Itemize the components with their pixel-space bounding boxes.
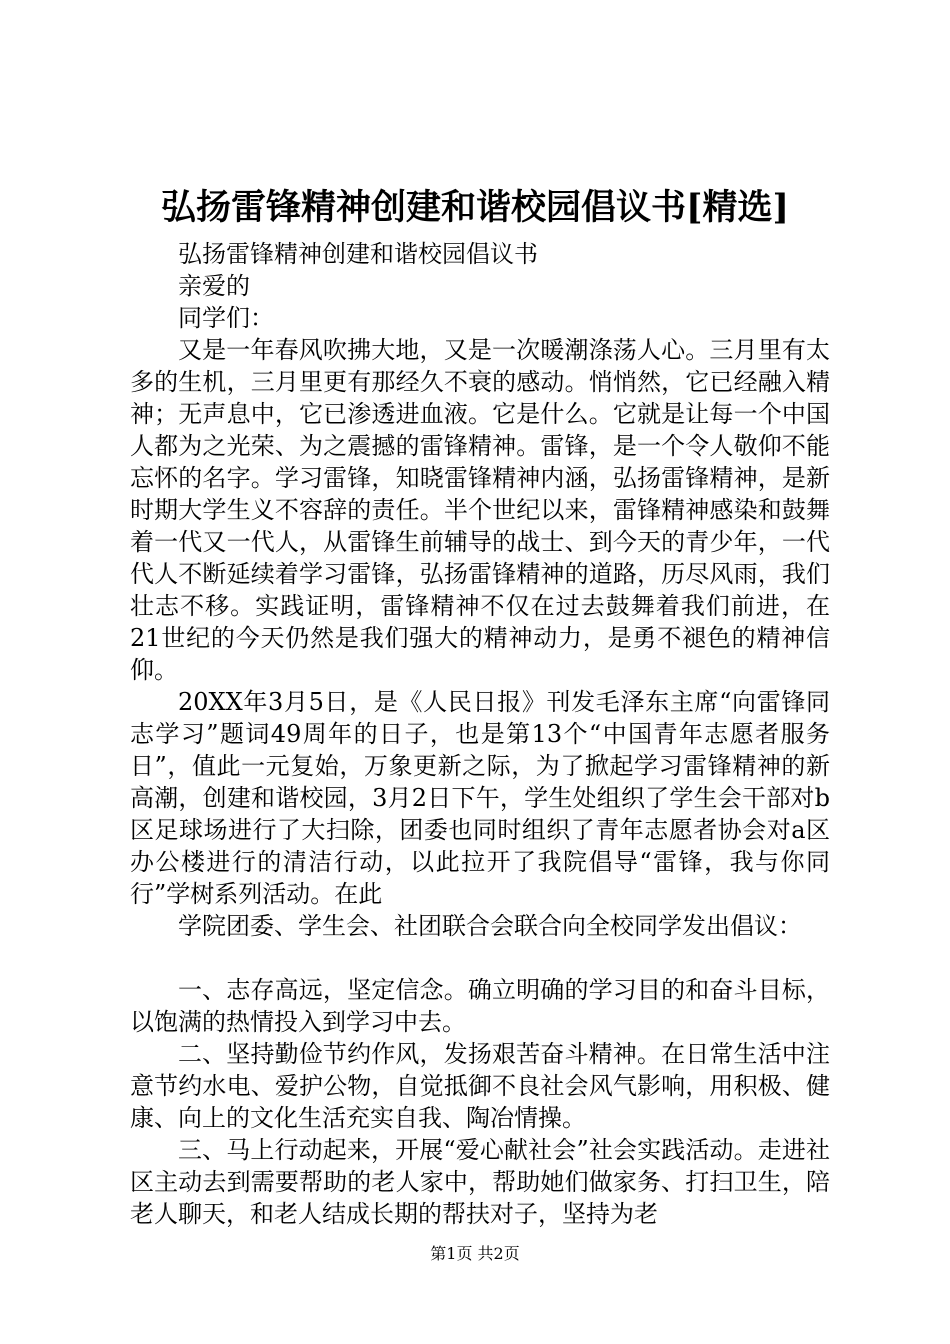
proposal-item: 二、坚持勤俭节约作风，发扬艰苦奋斗精神。在日常生活中注意节约水电、爱护公物，自觉抵御不良社会风气影响，用积极、健康、向上的文化生活充实自我、陶冶情操。 (130, 1040, 830, 1132)
page-number: 第1页 共2页 (430, 1244, 520, 1263)
salutation-line-2: 同学们： (178, 304, 274, 332)
proposal-item: 一、志存高远，坚定信念。确立明确的学习目的和奋斗目标，以饱满的热情投入到学习中去。 (130, 976, 830, 1036)
blank-line (130, 942, 830, 974)
salutation-line-1: 亲爱的 (178, 272, 250, 300)
proposal-item: 三、马上行动起来，开展“爱心献社会”社会实践活动。走进社区主动去到需要帮助的老人家中，帮助她们做家务、打扫卫生，陪老人聊天，和老人结成长期的帮扶对子，坚持为老 (130, 1136, 830, 1228)
body-paragraph: 又是一年春风吹拂大地，又是一次暖潮涤荡人心。三月里有太多的生机，三月里更有那经久不衰的感动。悄悄然，它已经融入精神；无声息中，它已渗透进血液。它是什么。它就是让每一个中国人都为之光荣、为之震撼的雷锋精神。雷锋，是一个令人敬仰不能忘怀的名字。学习雷锋，知晓雷锋精神内涵，弘扬雷锋精神，是新时期大学生义不容辞的责任。半个世纪以来，雷锋精神感染和鼓舞着一代又一代人，从雷锋生前辅导的战士、到今天的青少年，一代代人不断延续着学习雷锋，弘扬雷锋精神的道路，历尽风雨，我们壮志不移。实践证明，雷锋精神不仅在过去鼓舞着我们前进，在21世纪的今天仍然是我们强大的精神动力，是勇不褪色的精神信仰。 (130, 336, 830, 684)
proposal-intro: 学院团委、学生会、社团联合会联合向全校同学发出倡议： (178, 912, 802, 940)
subtitle-line: 弘扬雷锋精神创建和谐校园倡议书 (178, 240, 538, 268)
document-body (130, 238, 830, 1230)
body-paragraph: 20XX年3月5日，是《人民日报》刊发毛泽东主席“向雷锋同志学习”题词49周年的日子，也是第13个“中国青年志愿者服务日”，值此一元复始，万象更新之际，为了掀起学习雷锋精神的新高潮，创建和谐校园，3月2日下午，学生处组织了学生会干部对b区足球场进行了大扫除，团委也同时组织了青年志愿者协会对a区办公楼进行的清洁行动，以此拉开了我院倡导“雷锋，我与你同行”学树系列活动。在此 (130, 688, 830, 908)
document-title: 弘扬雷锋精神创建和谐校园倡议书[精选] (160, 187, 790, 228)
